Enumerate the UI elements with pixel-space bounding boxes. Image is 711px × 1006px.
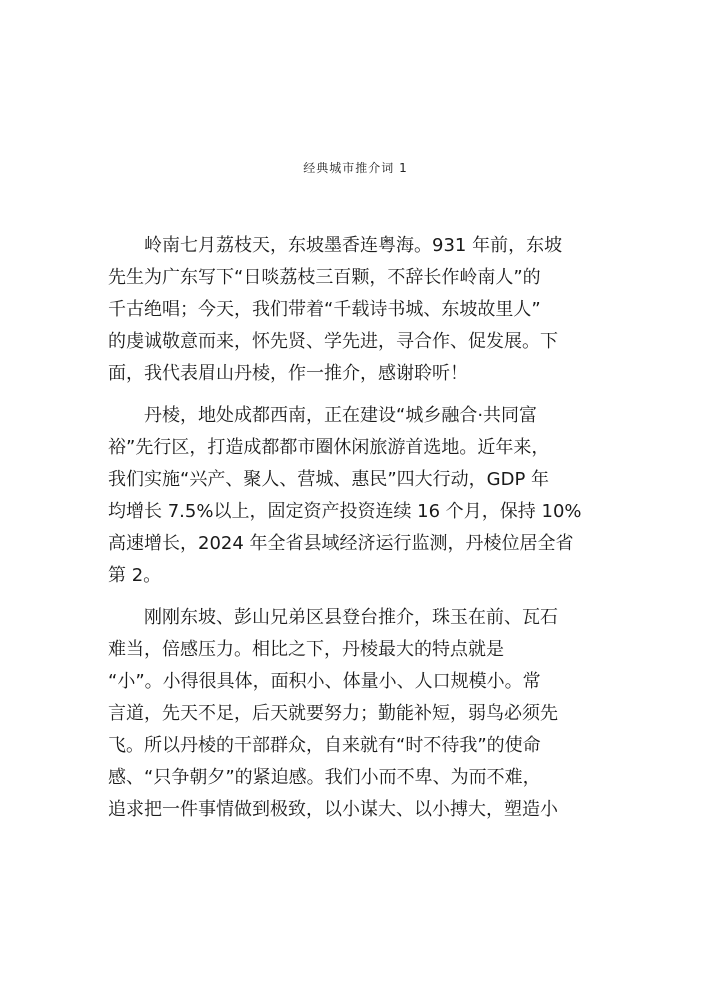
text-line: 我们实施“兴产、聚人、营城、惠民”四大行动，GDP 年 bbox=[108, 469, 550, 490]
text-line: 第 2。 bbox=[108, 565, 162, 586]
paragraph-2 bbox=[108, 400, 604, 592]
text-line: 难当，倍感压力。相比之下，丹棱最大的特点就是 bbox=[108, 639, 504, 660]
text-line: 均增长 7.5%以上，固定资产投资连续 16 个月，保持 10% bbox=[108, 501, 582, 522]
text-line: 面，我代表眉山丹棱，作一推介，感谢聆听！ bbox=[108, 363, 468, 384]
text-line: 丹棱，地处成都西南，正在建设“城乡融合·共同富 bbox=[144, 405, 538, 426]
text-line: 千古绝唱；今天，我们带着“千载诗书城、东坡故里人” bbox=[108, 299, 541, 320]
document-title: 经典城市推介词 1 bbox=[303, 161, 408, 175]
text-line: 先生为广东写下“日啖荔枝三百颗，不辞长作岭南人”的 bbox=[108, 267, 541, 288]
text-line: 的虔诚敬意而来，怀先贤、学先进，寻合作、促发展。下 bbox=[108, 331, 558, 352]
text-line: 裕”先行区，打造成都都市圈休闲旅游首选地。近年来， bbox=[108, 437, 550, 458]
text-line: 刚刚东坡、彭山兄弟区县登台推介，珠玉在前、瓦石 bbox=[144, 607, 558, 628]
paragraph-1 bbox=[108, 230, 604, 390]
text-line: 感、“只争朝夕”的紧迫感。我们小而不卑、为而不难， bbox=[108, 767, 541, 788]
paragraph-3 bbox=[108, 602, 604, 826]
document-body bbox=[108, 230, 604, 836]
text-line: 追求把一件事情做到极致，以小谋大、以小搏大，塑造小 bbox=[108, 799, 558, 820]
text-line: 飞。所以丹棱的干部群众，自来就有“时不待我”的使命 bbox=[108, 735, 541, 756]
text-line: 高速增长，2024 年全省县域经济运行监测，丹棱位居全省 bbox=[108, 533, 574, 554]
text-line: “小”。小得很具体，面积小、体量小、人口规模小。常 bbox=[108, 671, 541, 692]
text-line: 岭南七月荔枝天，东坡墨香连粤海。931 年前，东坡 bbox=[144, 235, 563, 256]
text-line: 言道，先天不足，后天就要努力；勤能补短，弱鸟必须先 bbox=[108, 703, 558, 724]
